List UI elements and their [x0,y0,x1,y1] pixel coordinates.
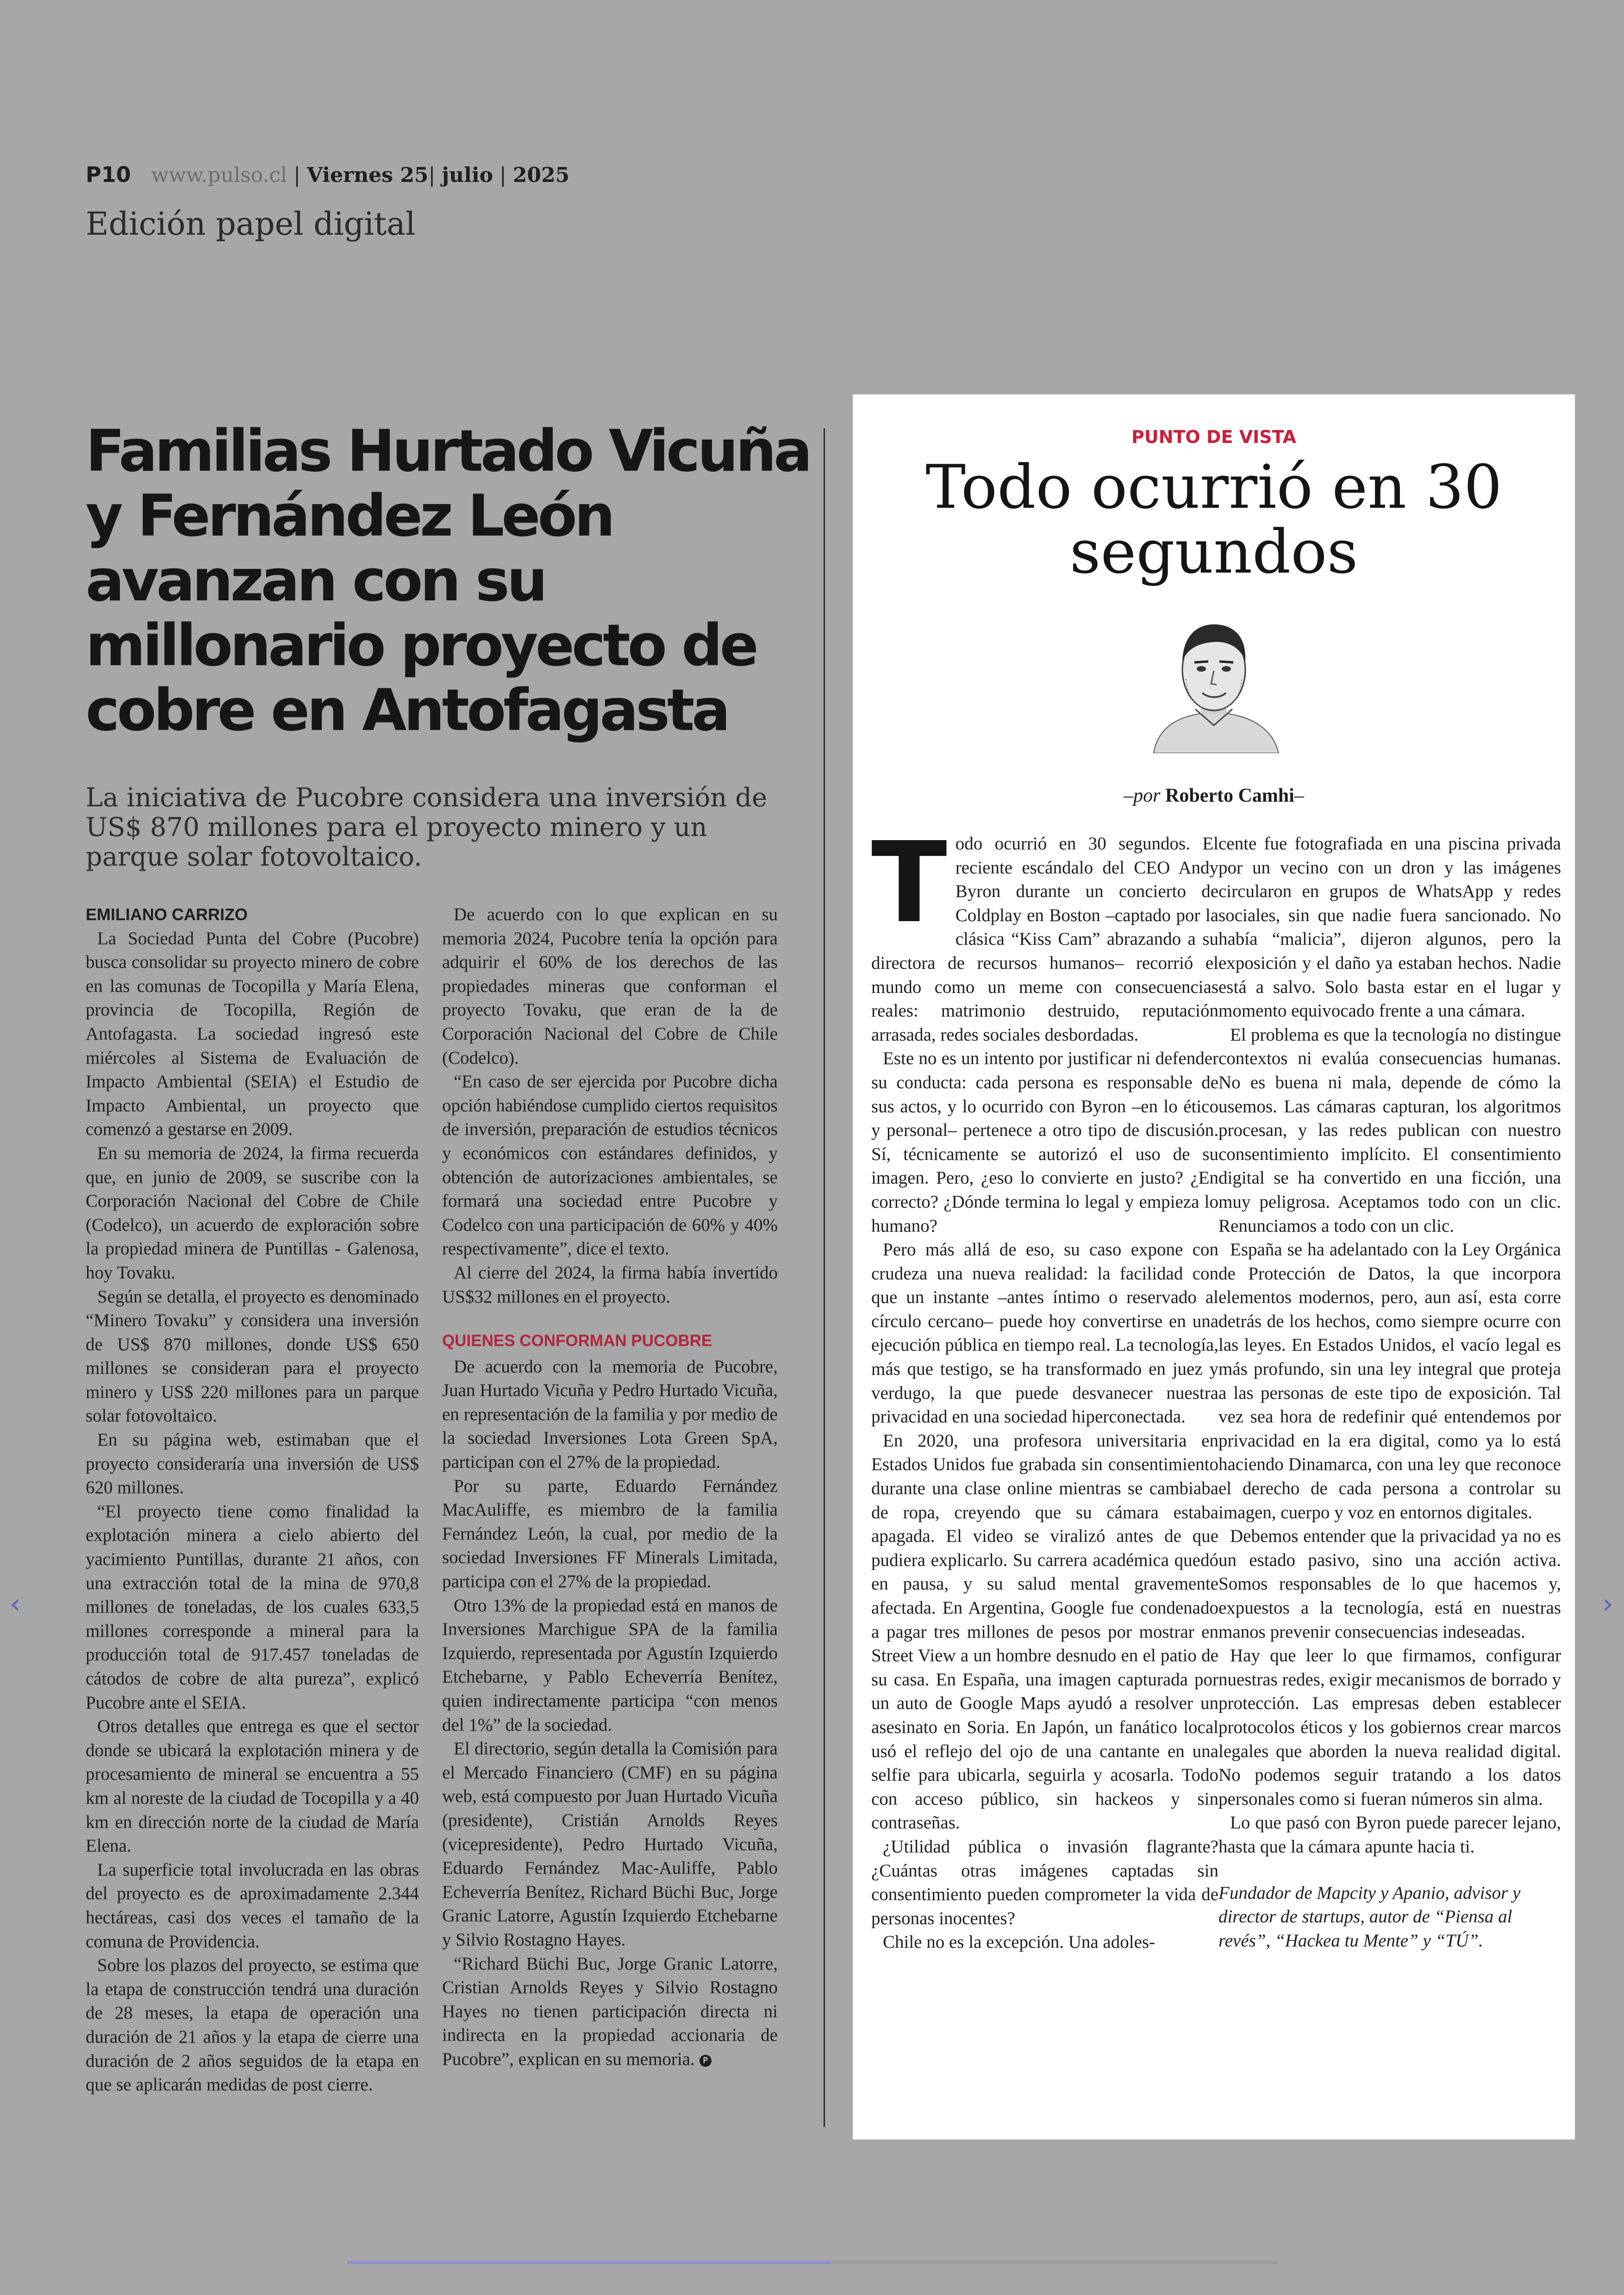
opinion-kicker: PUNTO DE VISTA [1131,427,1296,447]
chevron-left-icon: ‹ [10,1588,21,1620]
paragraph: Chile no es la excepción. Una adoles- [883,1932,1156,1952]
paragraph: ¿Utilidad pública o invasión flagrante? ¿Cuántas otras imágenes captadas sin consentimiento pueden comprometer la vida de personas inocentes? [871,1836,1218,1928]
opinion-author [853,785,1575,807]
paragraph: Según se detalla, el proyecto es denominado “Minero Tovaku” y considera una inversión de US$ 870 millones, donde US$ 650 millones se consideran para el proyecto minero y US$ 220 millones para un parque solar fotovoltaico. [86,1286,419,1426]
opinion-title: Todo ocurrió en 30 segundos [925,452,1502,587]
paragraph: Otros detalles que entrega es que el sector donde se ubicará la explotación minera y de procesamiento de mineral se encuentra a 55 km al noreste de la ciudad de Tocopilla y a 40 km en dirección norte de la ciudad de María Elena. [86,1716,419,1856]
date-day: Viernes 25 [306,163,429,187]
paragraph: La Sociedad Punta del Cobre (Pucobre) busca consolidar su proyecto minero de cobre en las comunas de Tocopilla y María Elena, provincia de Tocopilla, Región de Antofagasta. La sociedad ingresó este miércoles al Sistema de Evaluación de Impacto Ambiental (SEIA) el Estudio de Impacto Ambiental, un proyecto que comenzó a gestarse en 2009. [86,928,419,1140]
paragraph: De acuerdo con la memoria de Pucobre, Juan Hurtado Vicuña y Pedro Hurtado Vicuña, en representación de la familia y por medio de la sociedad Inversiones Lota Green SpA, participan con el 27% de la propiedad. [442,1356,778,1472]
opinion-column-2 [1218,832,1561,1952]
date-month: julio [442,163,493,187]
paragraph: De acuerdo con lo que explican en su memoria 2024, Pucobre tenía la opción para adquirir el 60% de los derechos de las propiedades mineras que conforman el proyecto Tovaku, que eran de la de Corporación Nacional del Cobre de Chile (Codelco). [442,904,778,1068]
end-mark-icon: P [700,2055,712,2067]
opinion-box [853,394,1575,2139]
article-headline: Familias Hurtado Vicuña y Fernández León avanzan con su millonario proyecto de cobre en Antofagasta [86,418,810,744]
paragraph-text: odo ocurrió en 30 segundos. El reciente escándalo del CEO Andy Byron durante un concierto de Coldplay en Boston –captado por la clásica “Kiss Cam” abrazando a su directora de recursos humanos– recorrió el mundo como un meme con consecuencias reales: matrimonio destruido, reputación arrasada, redes sociales desbordadas. [871,834,1218,1045]
site-url[interactable]: www.pulso.cl [151,163,287,187]
paragraph: España se ha adelantado con la Ley Orgánica de Protección de Datos, la que incorpora elementos modernos, pero, aun así, esta corre detrás de los hechos, como siempre ocurre con las leyes. En Estados Unidos, el vacío legal es más profundo, sin una ley integral que proteja a las personas de este tipo de exposición. Tal vez sea hora de redefinir qué entendemos por privacidad en la era digital, como ya lo está haciendo Dinamarca, con una ley que reconoce el derecho de cada persona a controlar su imagen, cuerpo y voz en entornos digitales. [1218,1240,1561,1522]
prev-page-button[interactable] [4,1588,27,1620]
paragraph-text: “Richard Büchi Buc, Jorge Granic Latorre, Cristian Arnolds Reyes y Silvio Rostagno Hayes no tienen participación directa ni indirecta en la propiedad accionaria de Pucobre”, explican en su memoria. [442,1953,778,2069]
section-subhead: QUIENES CONFORMAN PUCOBRE [442,1332,712,1350]
paragraph: “En caso de ser ejercida por Pucobre dicha opción habiéndose cumplido ciertos requisitos de inversión, preparación de estudios técnicos y económicos con estándares definidos, y obtención de autorizaciones ambientales, se formará una sociedad entre Pucobre y Codelco con una participación de 60% y 40% respectivamente”, dice el texto. [442,1072,778,1259]
author-suffix: – [1294,785,1304,806]
paragraph: “El proyecto tiene como finalidad la explotación minera a cielo abierto del yacimiento Puntillas, durante 21 años, con una extracción total de la mina de 970,8 millones de toneladas, de los cuales 633,5 millones corresponde a mineral para la producción total de 917.457 toneladas de cátodos de cobre de alta pureza”, explicó Pucobre ante el SEIA. [86,1501,419,1713]
opinion-column-1 [871,818,1218,1954]
paragraph: El directorio, según detalla la Comisión para el Mercado Financiero (CMF) en su página web, está compuesto por Juan Hurtado Vicuña (presidente), Cristián Arnolds Reyes (vicepresidente), Pedro Hurtado Vicuña, Eduardo Fernández Mac-Auliffe, Pablo Echeverría Benítez, Richard Büchi Buc, Jorge Granic Latorre, Agustín Izquierdo Etchebarne y Silvio Rostagno Hayes. [442,1739,778,1950]
page-header: P10 www.pulso.cl | Viernes 25| julio | 2025 [86,162,570,187]
paragraph: Al cierre del 2024, la firma había invertido US$32 millones en el proyecto. [442,1262,778,1307]
paragraph: Pero más allá de eso, su caso expone con crudeza una nueva realidad: la facilidad con que un instante –antes íntimo o reservado al círculo cercano– puede hoy convertirse en una ejecución pública en tiempo real. La tecnología, más que testigo, se ha transformado en juez y verdugo, la que puede desvanecer nuestra privacidad en una sociedad hiperconectada. [871,1240,1218,1427]
column-divider [824,428,825,2127]
paragraph: Lo que pasó con Byron puede parecer lejano, hasta que la cámara apunte hacia ti. [1218,1813,1561,1857]
paragraph: cente fue fotografiada en una piscina privada por un vecino con un dron y las imágenes circularon en grupos de WhatsApp y redes sociales, sin que nadie fuera sancionado. No había “malicia”, dijeron algunos, pero la exposición y el daño ya estaban hechos. Nadie está a salvo. Solo basta estar en el lugar y momento equivocado frente a una cámara. [1218,834,1561,1021]
paragraph: En su página web, estimaban que el proyecto consideraría una inversión de US$ 620 millones. [86,1430,419,1498]
paragraph: Debemos entender que la privacidad ya no es un estado pasivo, sino una acción activa. Somos responsables de lo que hacemos y, expuestos a la tecnología, está en nuestras manos prevenir consecuencias indeseadas. [1218,1526,1561,1642]
paragraph: En 2020, una profesora universitaria en Estados Unidos fue grabada sin consentimiento durante una clase online mientras se cambiaba de ropa, creyendo que su cámara estaba apagada. El video se viralizó antes de que pudiera explicarlo. Su carrera académica quedó en pausa, y su salud mental gravemente afectada. En Argentina, Google fue condenado a pagar tres millones de pesos por mostrar en Street View a un hombre desnudo en el patio de su casa. En España, una imagen capturada por un auto de Google Maps ayudó a resolver un asesinato en Soria. En Japón, un fanático local usó el reflejo del ojo de una cantante en una selfie para ubicarla, seguirla y acosarla. Todo con acceso público, sin hackeos y sin contraseñas. [871,1430,1218,1833]
drop-cap: T [871,818,947,948]
chevron-right-icon: › [1602,1588,1613,1620]
article-column-2 [442,903,778,2071]
author-prefix: –por [1124,785,1161,806]
date-year: 2025 [512,163,570,187]
article-byline: EMILIANO CARRIZO [86,905,248,924]
paragraph: Otro 13% de la propiedad está en manos de Inversiones Marchigue SPA de la familia Izquierdo, representada por Agustín Izquierdo Etchebarne, y Pablo Echeverría Benítez, quien indirectamente participa “con menos del 1%” de la sociedad. [442,1595,778,1735]
paragraph: Hay que leer lo que firmamos, configurar nuestras redes, exigir mecanismos de borrado y protección. Las empresas deben establecer protocolos éticos y los gobiernos crear marcos legales que aborden la nueva realidad digital. No podemos seguir tratando a los datos personales como si fueran números sin alma. [1218,1646,1561,1809]
edition-label: Edición papel digital [86,206,416,243]
article-deck: La iniciativa de Pucobre considera una inversión de US$ 870 millones para el proyecto minero y un parque solar fotovoltaico. [86,783,768,872]
author-portrait [1140,614,1288,753]
article-column-1 [86,903,419,2097]
paragraph: Por su parte, Eduardo Fernández MacAuliffe, es miembro de la familia Fernández León, la cual, por medio de la sociedad Inversiones FF Minerals Limitada, participa con el 27% de la propiedad. [442,1476,778,1592]
page-progress-bar[interactable] [347,2261,1278,2264]
page-number: P10 [86,162,131,187]
paragraph [442,1952,778,2071]
paragraph: El problema es que la tecnología no distingue contextos ni evalúa consecuencias humanas. No es buena ni mala, depende de cómo la usemos. Las cámaras capturan, los algoritmos procesan, y las redes publican con nuestro consentimiento implícito. El consentimiento digital se ha convertido en una ficción, una muy peligrosa. Aceptamos todo con un clic. Renunciamos a todo con un clic. [1218,1024,1561,1236]
author-bio: Fundador de Mapcity y Apanio, advisor y director de startups, autor de “Piensa al revés”, “Hackea tu Mente” y “TÚ”. [1218,1883,1521,1951]
next-page-button[interactable] [1596,1588,1619,1620]
paragraph: Sobre los plazos del proyecto, se estima que la etapa de construcción tendrá una duración de 28 meses, la etapa de operación una duración de 21 años y la etapa de cierre una duración de 2 años seguidos de la etapa en que se aplicarán medidas de post cierre. [86,1955,419,2095]
paragraph: En su memoria de 2024, la firma recuerda que, en junio de 2009, se suscribe con la Corporación Nacional del Cobre de Chile (Codelco), un acuerdo de exploración sobre la propiedad minera de Puntillas - Galenosa, hoy Tovaku. [86,1143,419,1283]
paragraph: La superficie total involucrada en las obras del proyecto es de aproximadamente 2.344 hectáreas, casi dos veces el tamaño de la comuna de Providencia. [86,1859,419,1952]
page-progress-fill [347,2261,831,2264]
author-name: Roberto Camhi [1165,785,1294,806]
paragraph: Este no es un intento por justificar ni defender su conducta: cada persona es responsable de sus actos, y lo ocurrido con Byron –en lo ético y personal– pertenece a otro tipo de discusión. Sí, técnicamente se autorizó el uso de su imagen. Pero, ¿eso lo convierte en justo? ¿En correcto? ¿Dónde termina lo legal y empieza lo humano? [871,1048,1218,1236]
paragraph [871,818,1218,1047]
